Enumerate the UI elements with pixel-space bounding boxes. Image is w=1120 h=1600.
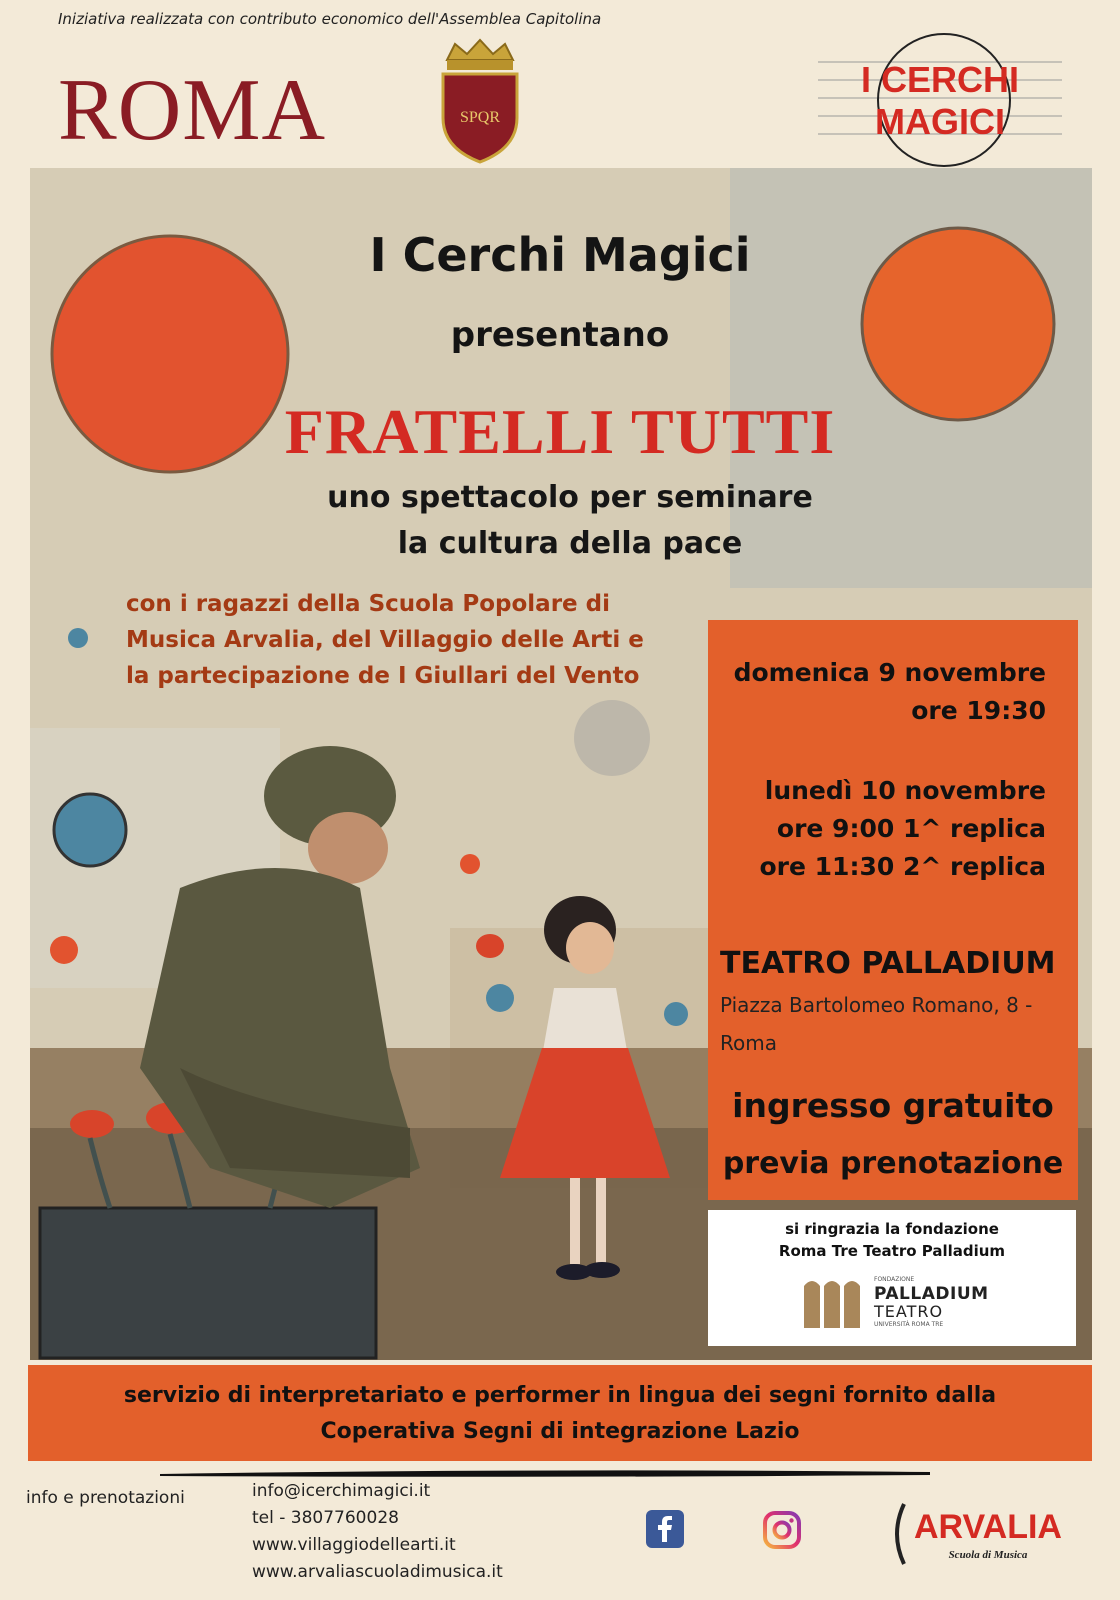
venue-name: TEATRO PALLADIUM — [720, 946, 1056, 981]
arvalia-sub: Scuola di Musica — [948, 1549, 1028, 1561]
arvalia-logo — [890, 1494, 1080, 1574]
contacts-block — [252, 1478, 503, 1586]
initiative-note: Iniziativa realizzata con contributo economico dell'Assemblea Capitolina — [58, 10, 602, 28]
crest-text: SPQR — [459, 109, 501, 126]
presentano-text: presentano — [450, 315, 670, 355]
day2-time-1: ore 9:00 1^ replica — [776, 814, 1046, 843]
divider-brush-stroke — [160, 1468, 930, 1478]
roma-wordmark: ROMA — [58, 62, 327, 159]
cast-description — [126, 586, 686, 694]
thanks-line-2: Roma Tre Teatro Palladium — [778, 1242, 1006, 1260]
thanks-box — [708, 1210, 1076, 1346]
day1-time: ore 19:30 — [911, 696, 1046, 725]
palladium-logo-mark — [804, 1276, 860, 1328]
interpreter-banner — [28, 1365, 1092, 1461]
banner-line-1: servizio di interpretariato e performer in lingua dei segni fornito dalla — [123, 1383, 997, 1408]
spqr-crest-icon — [435, 38, 525, 164]
cast-line-2: Musica Arvalia, del Villaggio delle Arti e — [126, 627, 644, 653]
schedule-box — [708, 620, 1078, 1200]
show-subtitle-line-1: uno spettacolo per seminare — [327, 480, 813, 515]
contact-site-1[interactable]: www.villaggiodellearti.it — [252, 1535, 456, 1555]
palladium-logo-name: PALLADIUM — [874, 1284, 989, 1304]
cerchi-magici-logo — [818, 30, 1062, 170]
venue-address: Piazza Bartolomeo Romano, 8 - Roma — [720, 993, 1033, 1055]
facebook-icon[interactable] — [646, 1510, 684, 1548]
show-subtitle-line-2: la cultura della pace — [397, 526, 743, 561]
palladium-logo-univ: UNIVERSITÀ ROMA TRE — [874, 1321, 944, 1328]
entry-free: ingresso gratuito — [732, 1086, 1054, 1125]
entry-booking: previa prenotazione — [722, 1146, 1064, 1181]
day1-date: domenica 9 novembre — [733, 658, 1046, 687]
presenter-title: I Cerchi Magici — [369, 228, 751, 282]
contact-tel[interactable]: tel - 3807760028 — [252, 1508, 399, 1528]
arvalia-name: ARVALIA — [914, 1508, 1062, 1546]
contact-site-2[interactable]: www.arvaliascuoladimusica.it — [252, 1562, 503, 1582]
thanks-line-1: si ringrazia la fondazione — [785, 1220, 999, 1238]
cerchi-logo-l2: MAGICI — [875, 101, 1005, 142]
contact-email[interactable]: info@icerchimagici.it — [252, 1481, 431, 1501]
info-label: info e prenotazioni — [26, 1488, 185, 1508]
cast-line-1: con i ragazzi della Scuola Popolare di — [126, 591, 610, 617]
cast-line-3: la partecipazione de I Giullari del Vento — [126, 663, 640, 689]
day2-time-2: ore 11:30 2^ replica — [759, 852, 1046, 881]
show-title: FRATELLI TUTTI — [284, 396, 836, 467]
banner-line-2: Coperativa Segni di integrazione Lazio — [320, 1419, 800, 1444]
palladium-logo-small: FONDAZIONE — [874, 1276, 915, 1283]
cerchi-logo-l1: I CERCHI — [860, 59, 1020, 100]
instagram-icon[interactable] — [762, 1510, 802, 1550]
day2-date: lunedì 10 novembre — [764, 776, 1046, 805]
palladium-logo-teatro: TEATRO — [874, 1302, 944, 1321]
